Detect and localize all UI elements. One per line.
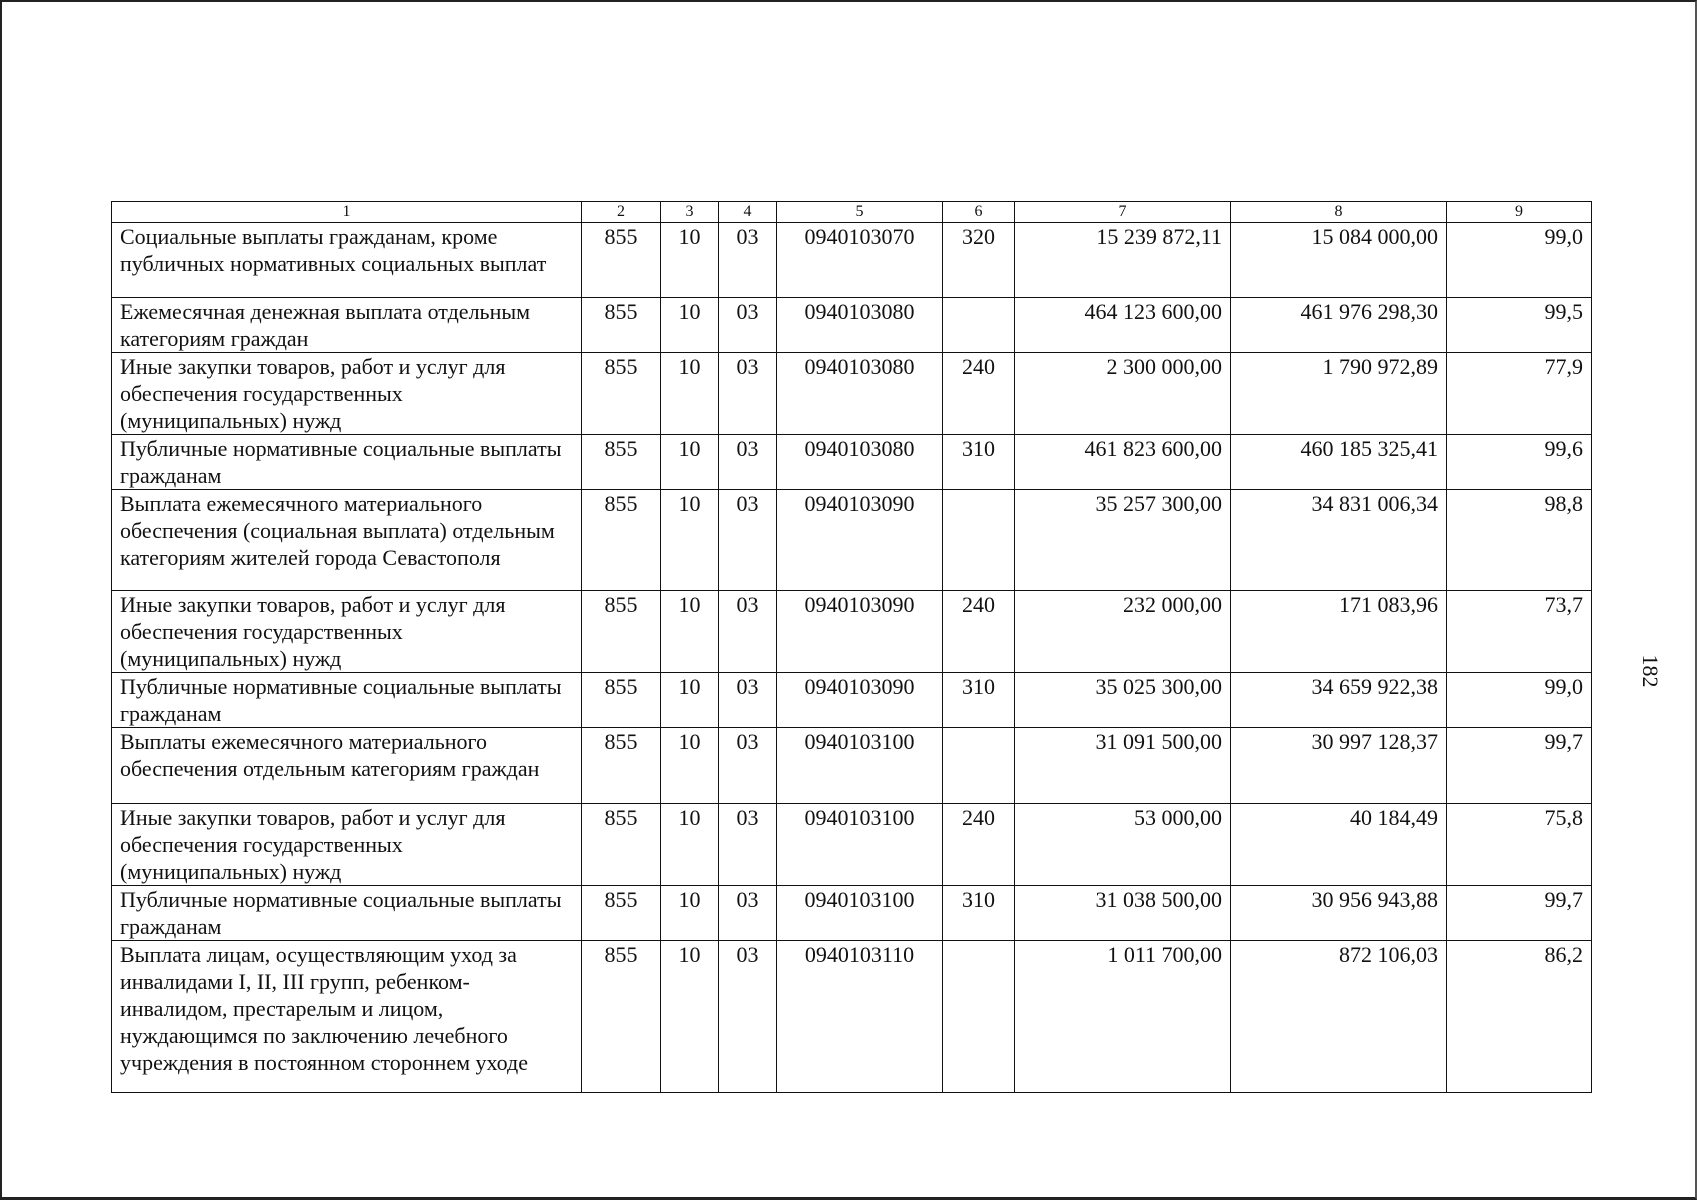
code-cell: 855 xyxy=(582,490,661,591)
section-cell: 10 xyxy=(661,673,719,728)
column-header: 2 xyxy=(582,202,661,223)
item-name-cell: Выплата ежемесячного материального обеспечения (социальная выплата) отдельным категориям жителей города Севастополя xyxy=(112,490,582,591)
planned-amount-cell: 1 011 700,00 xyxy=(1015,941,1231,1093)
executed-amount-cell: 34 659 922,38 xyxy=(1231,673,1447,728)
item-name-cell: Социальные выплаты гражданам, кроме публичных нормативных социальных выплат xyxy=(112,223,582,298)
column-header: 4 xyxy=(719,202,777,223)
expense-type-cell xyxy=(943,298,1015,353)
item-name-cell: Иные закупки товаров, работ и услуг для обеспечения государственных (муниципальных) нужд xyxy=(112,353,582,435)
target-item-cell: 0940103090 xyxy=(777,673,943,728)
table-row xyxy=(112,435,1592,490)
subsection-cell: 03 xyxy=(719,591,777,673)
subsection-cell: 03 xyxy=(719,353,777,435)
planned-amount-cell: 31 091 500,00 xyxy=(1015,728,1231,804)
section-cell: 10 xyxy=(661,490,719,591)
planned-amount-cell: 35 025 300,00 xyxy=(1015,673,1231,728)
code-cell: 855 xyxy=(582,353,661,435)
subsection-cell: 03 xyxy=(719,435,777,490)
subsection-cell: 03 xyxy=(719,673,777,728)
column-header: 7 xyxy=(1015,202,1231,223)
target-item-cell: 0940103100 xyxy=(777,886,943,941)
expense-type-cell: 240 xyxy=(943,591,1015,673)
section-cell: 10 xyxy=(661,941,719,1093)
code-cell: 855 xyxy=(582,728,661,804)
code-cell: 855 xyxy=(582,941,661,1093)
item-name-cell: Публичные нормативные социальные выплаты гражданам xyxy=(112,886,582,941)
code-cell: 855 xyxy=(582,886,661,941)
item-name-cell: Публичные нормативные социальные выплаты гражданам xyxy=(112,673,582,728)
subsection-cell: 03 xyxy=(719,886,777,941)
code-cell: 855 xyxy=(582,804,661,886)
item-name-cell: Выплаты ежемесячного материального обеспечения отдельным категориям граждан xyxy=(112,728,582,804)
executed-amount-cell: 171 083,96 xyxy=(1231,591,1447,673)
percent-cell: 98,8 xyxy=(1447,490,1592,591)
table-row xyxy=(112,804,1592,886)
planned-amount-cell: 232 000,00 xyxy=(1015,591,1231,673)
expense-type-cell: 310 xyxy=(943,886,1015,941)
section-cell: 10 xyxy=(661,435,719,490)
planned-amount-cell: 461 823 600,00 xyxy=(1015,435,1231,490)
expense-type-cell xyxy=(943,941,1015,1093)
table-body xyxy=(112,223,1592,1093)
section-cell: 10 xyxy=(661,353,719,435)
page-number: 182 xyxy=(1638,654,1663,688)
item-name-cell: Иные закупки товаров, работ и услуг для обеспечения государственных (муниципальных) нужд xyxy=(112,591,582,673)
executed-amount-cell: 30 956 943,88 xyxy=(1231,886,1447,941)
executed-amount-cell: 460 185 325,41 xyxy=(1231,435,1447,490)
executed-amount-cell: 1 790 972,89 xyxy=(1231,353,1447,435)
executed-amount-cell: 30 997 128,37 xyxy=(1231,728,1447,804)
percent-cell: 99,7 xyxy=(1447,728,1592,804)
target-item-cell: 0940103110 xyxy=(777,941,943,1093)
executed-amount-cell: 15 084 000,00 xyxy=(1231,223,1447,298)
table-row xyxy=(112,353,1592,435)
executed-amount-cell: 461 976 298,30 xyxy=(1231,298,1447,353)
planned-amount-cell: 35 257 300,00 xyxy=(1015,490,1231,591)
planned-amount-cell: 15 239 872,11 xyxy=(1015,223,1231,298)
budget-table xyxy=(111,201,1592,1093)
expense-type-cell: 240 xyxy=(943,353,1015,435)
target-item-cell: 0940103090 xyxy=(777,591,943,673)
code-cell: 855 xyxy=(582,298,661,353)
executed-amount-cell: 40 184,49 xyxy=(1231,804,1447,886)
column-header: 1 xyxy=(112,202,582,223)
column-header: 5 xyxy=(777,202,943,223)
expense-type-cell: 310 xyxy=(943,673,1015,728)
expense-type-cell: 240 xyxy=(943,804,1015,886)
code-cell: 855 xyxy=(582,673,661,728)
percent-cell: 99,7 xyxy=(1447,886,1592,941)
target-item-cell: 0940103080 xyxy=(777,298,943,353)
target-item-cell: 0940103080 xyxy=(777,353,943,435)
percent-cell: 86,2 xyxy=(1447,941,1592,1093)
subsection-cell: 03 xyxy=(719,223,777,298)
percent-cell: 75,8 xyxy=(1447,804,1592,886)
planned-amount-cell: 2 300 000,00 xyxy=(1015,353,1231,435)
table-row xyxy=(112,886,1592,941)
expense-type-cell: 320 xyxy=(943,223,1015,298)
percent-cell: 77,9 xyxy=(1447,353,1592,435)
expense-type-cell xyxy=(943,728,1015,804)
section-cell: 10 xyxy=(661,591,719,673)
item-name-cell: Иные закупки товаров, работ и услуг для обеспечения государственных (муниципальных) нужд xyxy=(112,804,582,886)
table-row xyxy=(112,298,1592,353)
item-name-cell: Ежемесячная денежная выплата отдельным категориям граждан xyxy=(112,298,582,353)
code-cell: 855 xyxy=(582,591,661,673)
planned-amount-cell: 53 000,00 xyxy=(1015,804,1231,886)
item-name-cell: Выплата лицам, осуществляющим уход за инвалидами I, II, III групп, ребенком-инвалидом, престарелым и лицом, нуждающимся по заключению лечебного учреждения в постоянном стороннем уходе xyxy=(112,941,582,1093)
planned-amount-cell: 464 123 600,00 xyxy=(1015,298,1231,353)
code-cell: 855 xyxy=(582,435,661,490)
section-cell: 10 xyxy=(661,728,719,804)
item-name-cell: Публичные нормативные социальные выплаты гражданам xyxy=(112,435,582,490)
subsection-cell: 03 xyxy=(719,804,777,886)
subsection-cell: 03 xyxy=(719,941,777,1093)
target-item-cell: 0940103100 xyxy=(777,728,943,804)
section-cell: 10 xyxy=(661,804,719,886)
planned-amount-cell: 31 038 500,00 xyxy=(1015,886,1231,941)
header-row xyxy=(112,202,1592,223)
section-cell: 10 xyxy=(661,886,719,941)
column-header: 9 xyxy=(1447,202,1592,223)
table-row xyxy=(112,673,1592,728)
percent-cell: 99,0 xyxy=(1447,223,1592,298)
column-header: 3 xyxy=(661,202,719,223)
target-item-cell: 0940103100 xyxy=(777,804,943,886)
column-header: 8 xyxy=(1231,202,1447,223)
percent-cell: 73,7 xyxy=(1447,591,1592,673)
section-cell: 10 xyxy=(661,298,719,353)
executed-amount-cell: 872 106,03 xyxy=(1231,941,1447,1093)
target-item-cell: 0940103070 xyxy=(777,223,943,298)
percent-cell: 99,0 xyxy=(1447,673,1592,728)
expense-type-cell xyxy=(943,490,1015,591)
target-item-cell: 0940103090 xyxy=(777,490,943,591)
percent-cell: 99,6 xyxy=(1447,435,1592,490)
table-row xyxy=(112,591,1592,673)
subsection-cell: 03 xyxy=(719,728,777,804)
expense-type-cell: 310 xyxy=(943,435,1015,490)
code-cell: 855 xyxy=(582,223,661,298)
subsection-cell: 03 xyxy=(719,490,777,591)
percent-cell: 99,5 xyxy=(1447,298,1592,353)
subsection-cell: 03 xyxy=(719,298,777,353)
table-row xyxy=(112,728,1592,804)
table-row xyxy=(112,223,1592,298)
table-row xyxy=(112,941,1592,1093)
target-item-cell: 0940103080 xyxy=(777,435,943,490)
column-header: 6 xyxy=(943,202,1015,223)
table-row xyxy=(112,490,1592,591)
executed-amount-cell: 34 831 006,34 xyxy=(1231,490,1447,591)
section-cell: 10 xyxy=(661,223,719,298)
